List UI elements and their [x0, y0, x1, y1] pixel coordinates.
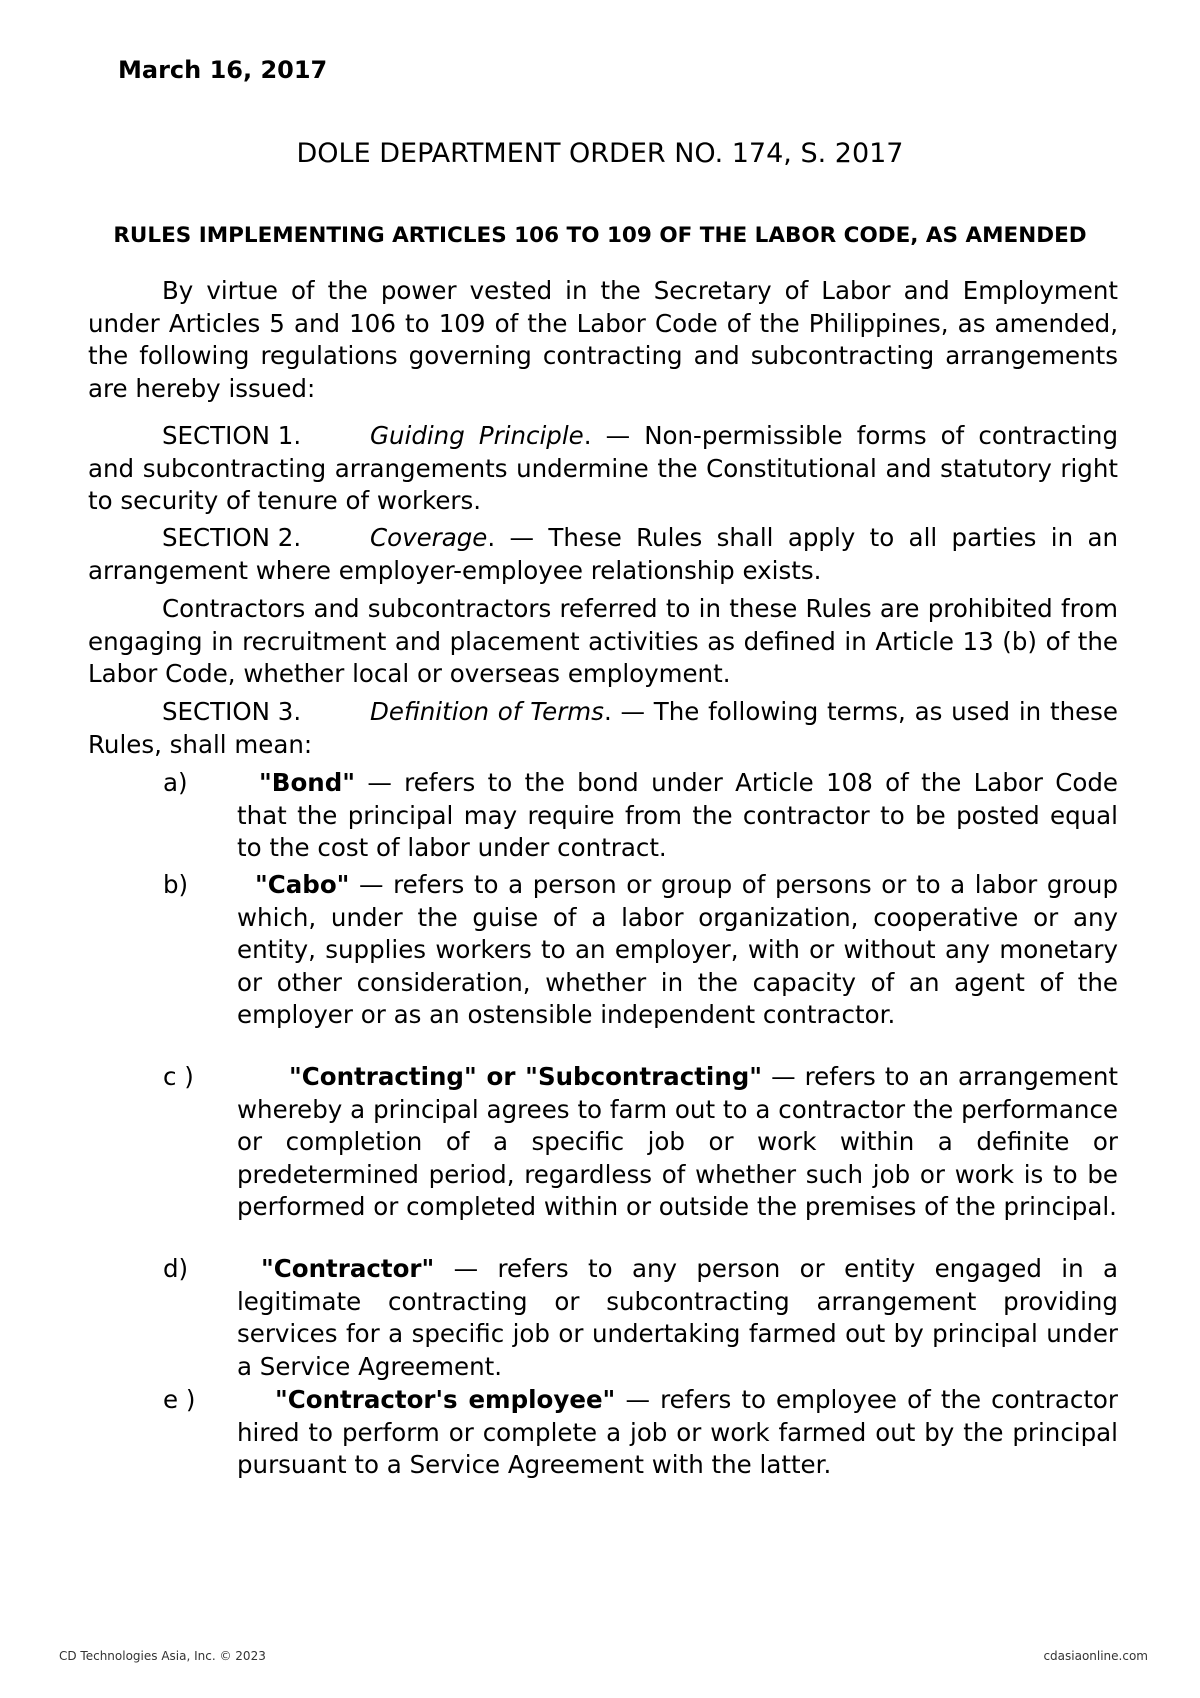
- definition-text: [237, 1253, 1118, 1383]
- definition-letter: a): [163, 768, 188, 797]
- definition-term: "Cabo": [255, 870, 350, 899]
- definition-body: — refers to a person or group of persons or to a labor group which, under the guise of a labor organization, cooperative or any entity, supplies workers to an employer, with or without any monetary or other consideration, whether in the capacity of an agent of the employer or as an ostensible independent contractor.: [237, 870, 1118, 1029]
- definition-letter: c ): [163, 1062, 194, 1091]
- section-2-title: Coverage: [370, 523, 488, 552]
- section-2-paragraph: [88, 522, 1118, 587]
- intro-paragraph: By virtue of the power vested in the Secretary of Labor and Employment under Articles 5 and 106 to 109 of the Labor Code of the Philippines, as amended, the following regulations governing contracting and subcontracting arrangements are hereby issued:: [88, 276, 1118, 403]
- definition-text: [237, 1384, 1118, 1482]
- definition-term: "Contracting" or "Subcontracting": [289, 1062, 763, 1091]
- definition-body: — refers to any person or entity engaged in a legitimate contracting or subcontracting arrangement providing services for a specific job or undertaking farmed out by principal under a Service Agreement.: [237, 1254, 1118, 1381]
- footer-copyright: CD Technologies Asia, Inc. © 2023: [59, 1649, 266, 1663]
- section-2-text: . — These Rules shall apply to all parties in an arrangement where employer-employee relationship exists.: [88, 523, 1118, 585]
- definition-text: [237, 1061, 1118, 1224]
- section-3-title: Definition of Terms: [370, 697, 604, 726]
- definition-text: [237, 767, 1118, 865]
- definition-term: "Contractor": [261, 1254, 435, 1283]
- section-1-label: SECTION 1.: [162, 421, 302, 450]
- definition-letter: d): [163, 1254, 189, 1283]
- definition-body: — refers to an arrangement whereby a principal agrees to farm out to a contractor the performance or completion of a specific job or work within a definite or predetermined period, regardless of whether such job or work is to be performed or completed within or outside the premises of the principal.: [237, 1062, 1118, 1221]
- definition-letter: b): [163, 870, 189, 899]
- definition-term: "Contractor's employee": [275, 1385, 616, 1414]
- rules-title: RULES IMPLEMENTING ARTICLES 106 TO 109 OF THE LABOR CODE, AS AMENDED: [113, 223, 1087, 248]
- section-1-paragraph: [88, 420, 1118, 518]
- section-1-text: . — Non-permissible forms of contracting and subcontracting arrangements undermine the Constitutional and statutory right to security of tenure of workers.: [88, 421, 1119, 515]
- section-3-label: SECTION 3.: [162, 697, 302, 726]
- definition-term: "Bond": [259, 768, 356, 797]
- section-1-title: Guiding Principle: [370, 421, 584, 450]
- definition-text: [237, 869, 1118, 1032]
- footer-website: cdasiaonline.com: [1043, 1649, 1148, 1663]
- section-2-prohibition-paragraph: Contractors and subcontractors referred to in these Rules are prohibited from engaging in recruitment and placement activities as defined in Article 13 (b) of the Labor Code, whether local or overseas employment.: [88, 594, 1118, 688]
- order-title: DOLE DEPARTMENT ORDER NO. 174, S. 2017: [296, 138, 904, 169]
- definition-letter: e ): [163, 1385, 196, 1414]
- section-2-label: SECTION 2.: [162, 523, 302, 552]
- definition-body: — refers to employee of the contractor hired to perform or complete a job or work farmed out by the principal pursuant to a Service Agreement with the latter.: [237, 1385, 1118, 1479]
- document-date: March 16, 2017: [118, 56, 328, 84]
- section-3-text: . — The following terms, as used in these Rules, shall mean:: [88, 697, 1119, 759]
- definition-body: — refers to the bond under Article 108 of the Labor Code that the principal may require from the contractor to be posted equal to the cost of labor under contract.: [237, 768, 1118, 862]
- section-3-paragraph: [88, 696, 1118, 761]
